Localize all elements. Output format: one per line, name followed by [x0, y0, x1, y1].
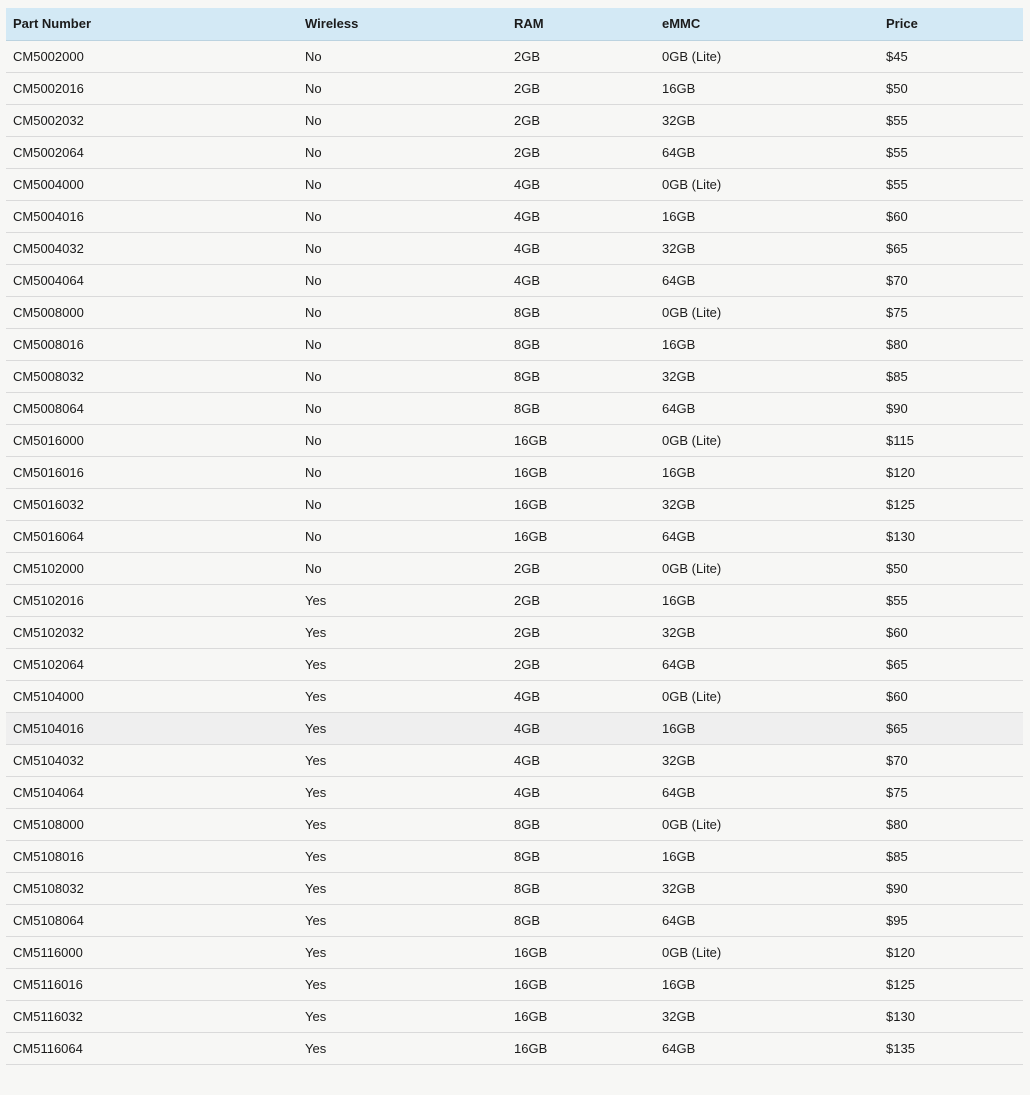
cell-emmc: 64GB	[662, 272, 696, 288]
cell-part-number: CM5116032	[13, 1008, 83, 1024]
cell-price: $50	[886, 560, 908, 576]
cell-ram: 2GB	[514, 592, 541, 608]
table-row	[6, 808, 1023, 840]
cell-ram: 4GB	[514, 752, 541, 768]
cell-emmc: 16GB	[662, 336, 696, 352]
cell-part-number: CM5008000	[13, 304, 84, 320]
cell-price: $80	[886, 336, 908, 352]
cell-ram: 16GB	[514, 1008, 548, 1024]
cell-part-number: CM5108016	[13, 848, 84, 864]
cell-wireless: Yes	[305, 912, 327, 928]
cell-wireless: No	[305, 496, 322, 512]
cell-wireless: No	[305, 304, 322, 320]
cell-ram: 8GB	[514, 912, 541, 928]
cell-part-number: CM5116064	[13, 1040, 83, 1056]
cell-wireless: No	[305, 560, 322, 576]
cell-price: $85	[886, 848, 908, 864]
cell-ram: 2GB	[514, 656, 541, 672]
cell-ram: 8GB	[514, 368, 541, 384]
cell-emmc: 32GB	[662, 1008, 696, 1024]
cell-emmc: 0GB (Lite)	[662, 688, 722, 704]
product-table-container	[6, 8, 1023, 1065]
cell-price: $115	[886, 432, 914, 448]
cell-part-number: CM5004032	[13, 240, 84, 256]
cell-emmc: 16GB	[662, 208, 696, 224]
cell-part-number: CM5016064	[13, 528, 84, 544]
cell-ram: 8GB	[514, 880, 541, 896]
cell-wireless: No	[305, 368, 322, 384]
table-row	[6, 168, 1023, 200]
cell-ram: 4GB	[514, 784, 541, 800]
cell-emmc: 32GB	[662, 880, 696, 896]
table-row	[6, 424, 1023, 456]
cell-wireless: No	[305, 144, 322, 160]
cell-price: $55	[886, 592, 908, 608]
table-row	[6, 456, 1023, 488]
cell-emmc: 16GB	[662, 976, 696, 992]
cell-wireless: No	[305, 464, 322, 480]
cell-part-number: CM5108064	[13, 912, 84, 928]
cell-wireless: Yes	[305, 848, 327, 864]
cell-emmc: 32GB	[662, 240, 696, 256]
cell-price: $130	[886, 1008, 915, 1024]
cell-ram: 2GB	[514, 112, 541, 128]
cell-emmc: 32GB	[662, 496, 696, 512]
cell-wireless: Yes	[305, 592, 327, 608]
cell-part-number: CM5108000	[13, 816, 84, 832]
cell-price: $120	[886, 464, 915, 480]
cell-part-number: CM5104016	[13, 720, 84, 736]
cell-part-number: CM5008016	[13, 336, 84, 352]
cell-wireless: No	[305, 528, 322, 544]
cell-price: $80	[886, 816, 908, 832]
cell-emmc: 32GB	[662, 752, 696, 768]
cell-ram: 16GB	[514, 1040, 548, 1056]
table-row	[6, 552, 1023, 584]
cell-price: $95	[886, 912, 908, 928]
cell-wireless: No	[305, 80, 322, 96]
cell-emmc: 0GB (Lite)	[662, 176, 722, 192]
table-row	[6, 72, 1023, 104]
cell-wireless: No	[305, 112, 322, 128]
cell-part-number: CM5102032	[13, 624, 84, 640]
cm5-part-table	[6, 8, 1023, 1065]
cell-wireless: Yes	[305, 880, 327, 896]
table-row	[6, 520, 1023, 552]
cell-ram: 16GB	[514, 976, 548, 992]
table-row	[6, 296, 1023, 328]
cell-emmc: 64GB	[662, 144, 696, 160]
cell-wireless: Yes	[305, 656, 327, 672]
cell-emmc: 64GB	[662, 1040, 696, 1056]
cell-ram: 2GB	[514, 560, 541, 576]
cell-wireless: Yes	[305, 752, 327, 768]
cell-price: $70	[886, 752, 908, 768]
cell-wireless: No	[305, 208, 322, 224]
cell-emmc: 64GB	[662, 656, 696, 672]
cell-price: $75	[886, 784, 908, 800]
cell-wireless: No	[305, 400, 322, 416]
cell-ram: 8GB	[514, 848, 541, 864]
cell-ram: 2GB	[514, 80, 541, 96]
cell-wireless: No	[305, 176, 322, 192]
header-wireless: Wireless	[298, 8, 507, 40]
cell-part-number: CM5002032	[13, 112, 84, 128]
cell-part-number: CM5104000	[13, 688, 84, 704]
cell-emmc: 64GB	[662, 400, 696, 416]
table-body	[6, 40, 1023, 1064]
table-row	[6, 872, 1023, 904]
cell-part-number: CM5016000	[13, 432, 84, 448]
table-row	[6, 648, 1023, 680]
cell-ram: 2GB	[514, 624, 541, 640]
table-row	[6, 1000, 1023, 1032]
cell-price: $75	[886, 304, 908, 320]
table-row	[6, 328, 1023, 360]
cell-price: $60	[886, 688, 908, 704]
cell-emmc: 16GB	[662, 592, 696, 608]
cell-price: $55	[886, 176, 908, 192]
cell-wireless: No	[305, 48, 322, 64]
cell-ram: 4GB	[514, 272, 541, 288]
cell-emmc: 16GB	[662, 720, 696, 736]
cell-part-number: CM5104064	[13, 784, 84, 800]
header-row	[6, 8, 1023, 40]
cell-price: $50	[886, 80, 908, 96]
cell-emmc: 0GB (Lite)	[662, 816, 722, 832]
cell-wireless: No	[305, 240, 322, 256]
cell-ram: 4GB	[514, 720, 541, 736]
cell-price: $125	[886, 976, 915, 992]
cell-part-number: CM5102000	[13, 560, 84, 576]
cell-price: $90	[886, 880, 908, 896]
cell-part-number: CM5008032	[13, 368, 84, 384]
cell-price: $60	[886, 624, 908, 640]
header-part-number: Part Number	[6, 8, 298, 40]
cell-emmc: 64GB	[662, 784, 696, 800]
cell-emmc: 16GB	[662, 80, 696, 96]
cell-part-number: CM5102016	[13, 592, 84, 608]
cell-price: $90	[886, 400, 908, 416]
cell-emmc: 16GB	[662, 848, 696, 864]
table-row	[6, 744, 1023, 776]
cell-ram: 16GB	[514, 432, 548, 448]
cell-ram: 16GB	[514, 496, 548, 512]
header-ram: RAM	[507, 8, 655, 40]
cell-price: $130	[886, 528, 915, 544]
cell-price: $55	[886, 112, 908, 128]
cell-wireless: Yes	[305, 816, 327, 832]
table-row	[6, 360, 1023, 392]
cell-part-number: CM5016032	[13, 496, 84, 512]
cell-ram: 4GB	[514, 208, 541, 224]
table-row	[6, 968, 1023, 1000]
cell-emmc: 0GB (Lite)	[662, 432, 722, 448]
table-row	[6, 40, 1023, 72]
cell-ram: 16GB	[514, 528, 548, 544]
header-price: Price	[879, 8, 1023, 40]
cell-price: $70	[886, 272, 908, 288]
cell-ram: 8GB	[514, 304, 541, 320]
cell-part-number: CM5004016	[13, 208, 84, 224]
table-row	[6, 904, 1023, 936]
cell-emmc: 64GB	[662, 528, 696, 544]
cell-wireless: Yes	[305, 624, 327, 640]
table-row	[6, 936, 1023, 968]
cell-ram: 2GB	[514, 48, 541, 64]
cell-price: $85	[886, 368, 908, 384]
cell-price: $45	[886, 48, 908, 64]
cell-emmc: 32GB	[662, 368, 696, 384]
cell-part-number: CM5002016	[13, 80, 84, 96]
cell-ram: 4GB	[514, 688, 541, 704]
table-row	[6, 136, 1023, 168]
cell-part-number: CM5108032	[13, 880, 84, 896]
cell-wireless: Yes	[305, 784, 327, 800]
cell-price: $135	[886, 1040, 915, 1056]
table-row	[6, 680, 1023, 712]
cell-part-number: CM5002064	[13, 144, 84, 160]
cell-price: $65	[886, 720, 908, 736]
cell-wireless: No	[305, 432, 322, 448]
table-row	[6, 104, 1023, 136]
table-row	[6, 264, 1023, 296]
cell-emmc: 0GB (Lite)	[662, 48, 722, 64]
cell-wireless: Yes	[305, 1040, 327, 1056]
cell-part-number: CM5008064	[13, 400, 84, 416]
cell-emmc: 32GB	[662, 624, 696, 640]
cell-emmc: 0GB (Lite)	[662, 304, 722, 320]
cell-emmc: 16GB	[662, 464, 696, 480]
cell-emmc: 32GB	[662, 112, 696, 128]
cell-part-number: CM5102064	[13, 656, 84, 672]
cell-wireless: Yes	[305, 944, 327, 960]
table-row	[6, 584, 1023, 616]
cell-part-number: CM5116016	[13, 976, 83, 992]
cell-price: $60	[886, 208, 908, 224]
cell-ram: 4GB	[514, 176, 541, 192]
cell-price: $125	[886, 496, 915, 512]
cell-wireless: Yes	[305, 1008, 327, 1024]
cell-emmc: 0GB (Lite)	[662, 560, 722, 576]
header-emmc: eMMC	[655, 8, 879, 40]
table-row	[6, 488, 1023, 520]
cell-part-number: CM5016016	[13, 464, 84, 480]
table-row	[6, 1032, 1023, 1064]
cell-wireless: Yes	[305, 976, 327, 992]
cell-wireless: No	[305, 272, 322, 288]
cell-ram: 8GB	[514, 336, 541, 352]
table-row	[6, 392, 1023, 424]
table-row	[6, 712, 1023, 744]
cell-price: $55	[886, 144, 908, 160]
cell-ram: 16GB	[514, 464, 548, 480]
cell-wireless: No	[305, 336, 322, 352]
cell-part-number: CM5116000	[13, 944, 83, 960]
cell-wireless: Yes	[305, 720, 327, 736]
cell-ram: 2GB	[514, 144, 541, 160]
cell-price: $65	[886, 656, 908, 672]
table-row	[6, 232, 1023, 264]
cell-wireless: Yes	[305, 688, 327, 704]
table-header	[6, 8, 1023, 40]
cell-part-number: CM5004000	[13, 176, 84, 192]
cell-emmc: 0GB (Lite)	[662, 944, 722, 960]
cell-ram: 8GB	[514, 816, 541, 832]
cell-emmc: 64GB	[662, 912, 696, 928]
cell-part-number: CM5002000	[13, 48, 84, 64]
cell-ram: 16GB	[514, 944, 548, 960]
cell-ram: 4GB	[514, 240, 541, 256]
table-row	[6, 776, 1023, 808]
table-row	[6, 200, 1023, 232]
table-row	[6, 840, 1023, 872]
cell-part-number: CM5104032	[13, 752, 84, 768]
cell-part-number: CM5004064	[13, 272, 84, 288]
cell-ram: 8GB	[514, 400, 541, 416]
table-row	[6, 616, 1023, 648]
cell-price: $120	[886, 944, 915, 960]
cell-price: $65	[886, 240, 908, 256]
